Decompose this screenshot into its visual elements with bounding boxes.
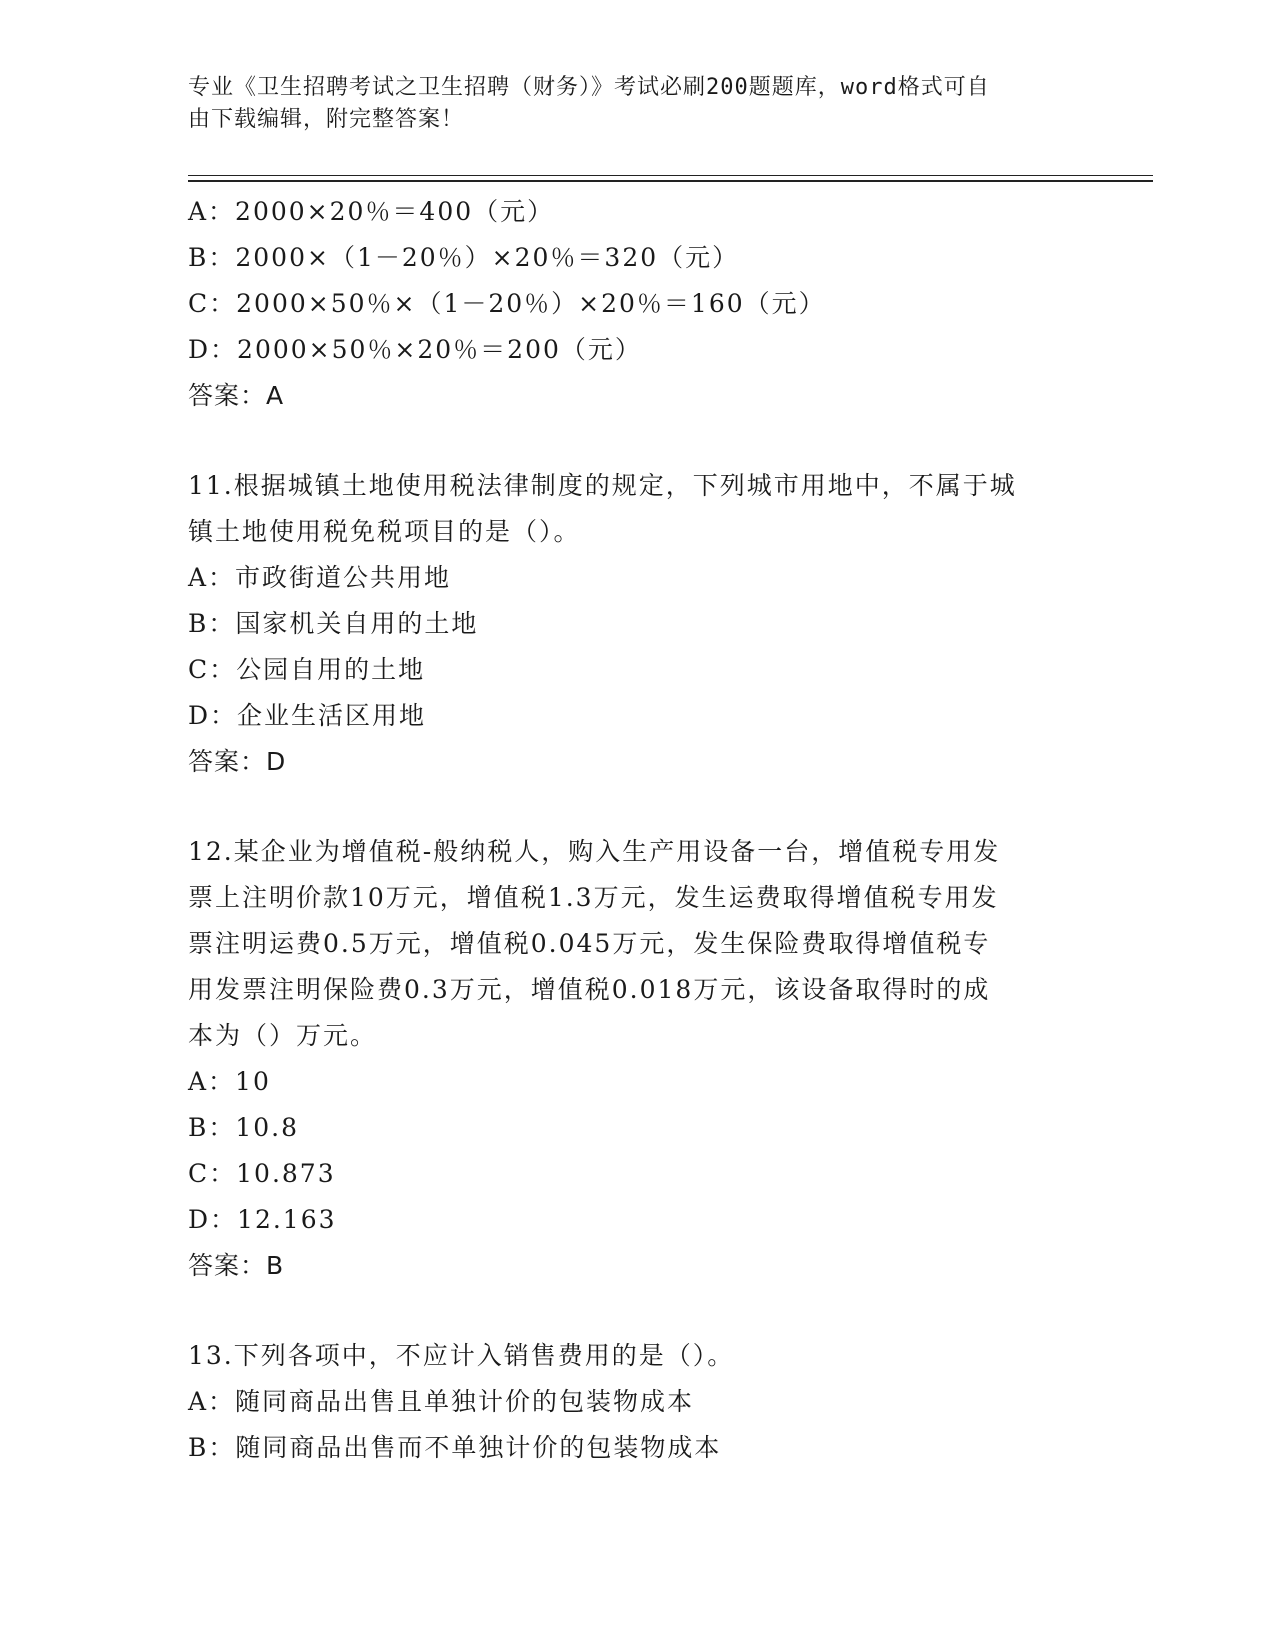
option-c: C：2000×50％×（1－20％）×20％＝160（元）	[188, 289, 826, 318]
header-title-line-1: 专业《卫生招聘考试之卫生招聘（财务）》考试必刷200题题库，word格式可自	[188, 75, 990, 100]
option-b: B：随同商品出售而不单独计价的包装物成本	[188, 1433, 722, 1462]
question-text-line: 12.某企业为增值税-般纳税人，购入生产用设备一台，增值税专用发	[188, 837, 1001, 866]
question-10	[188, 189, 1088, 419]
question-text-line: 票注明运费0.5万元，增值税0.045万元，发生保险费取得增值税专	[188, 929, 991, 958]
question-text-line: 票上注明价款10万元，增值税1.3万元，发生运费取得增值税专用发	[188, 883, 999, 912]
option-c: C：10.873	[188, 1159, 336, 1188]
option-a: A：10	[188, 1067, 271, 1096]
header-title-line-2: 由下载编辑，附完整答案！	[188, 107, 465, 132]
option-a: A：市政街道公共用地	[188, 563, 452, 592]
option-d: D：2000×50％×20％＝200（元）	[188, 335, 642, 364]
question-11	[188, 463, 1088, 785]
question-text-line: 本为（）万元。	[188, 1021, 378, 1050]
header-divider-thin	[188, 175, 1153, 176]
option-d: D：12.163	[188, 1205, 337, 1234]
question-12	[188, 829, 1088, 1289]
option-b: B：2000×（1－20％）×20％＝320（元）	[188, 243, 740, 272]
option-b: B：10.8	[188, 1113, 300, 1142]
option-b: B：国家机关自用的土地	[188, 609, 479, 638]
question-text-line: 11.根据城镇土地使用税法律制度的规定，下列城市用地中，不属于城	[188, 471, 1017, 500]
answer: 答案：D	[188, 747, 287, 776]
option-c: C：公园自用的土地	[188, 655, 426, 684]
question-text-line: 13.下列各项中，不应计入销售费用的是（）。	[188, 1341, 735, 1370]
option-d: D：企业生活区用地	[188, 701, 427, 730]
question-text-line: 用发票注明保险费0.3万元，增值税0.018万元，该设备取得时的成	[188, 975, 991, 1004]
header-divider-thick	[188, 180, 1153, 182]
document-body	[188, 189, 1088, 1471]
option-a: A：随同商品出售且单独计价的包装物成本	[188, 1387, 695, 1416]
answer: 答案：A	[188, 381, 285, 410]
question-13	[188, 1333, 1088, 1471]
answer: 答案：B	[188, 1251, 285, 1280]
option-a: A：2000×20％＝400（元）	[188, 197, 555, 226]
question-text-line: 镇土地使用税免税项目的是（）。	[188, 517, 581, 546]
document-header	[188, 72, 1068, 136]
